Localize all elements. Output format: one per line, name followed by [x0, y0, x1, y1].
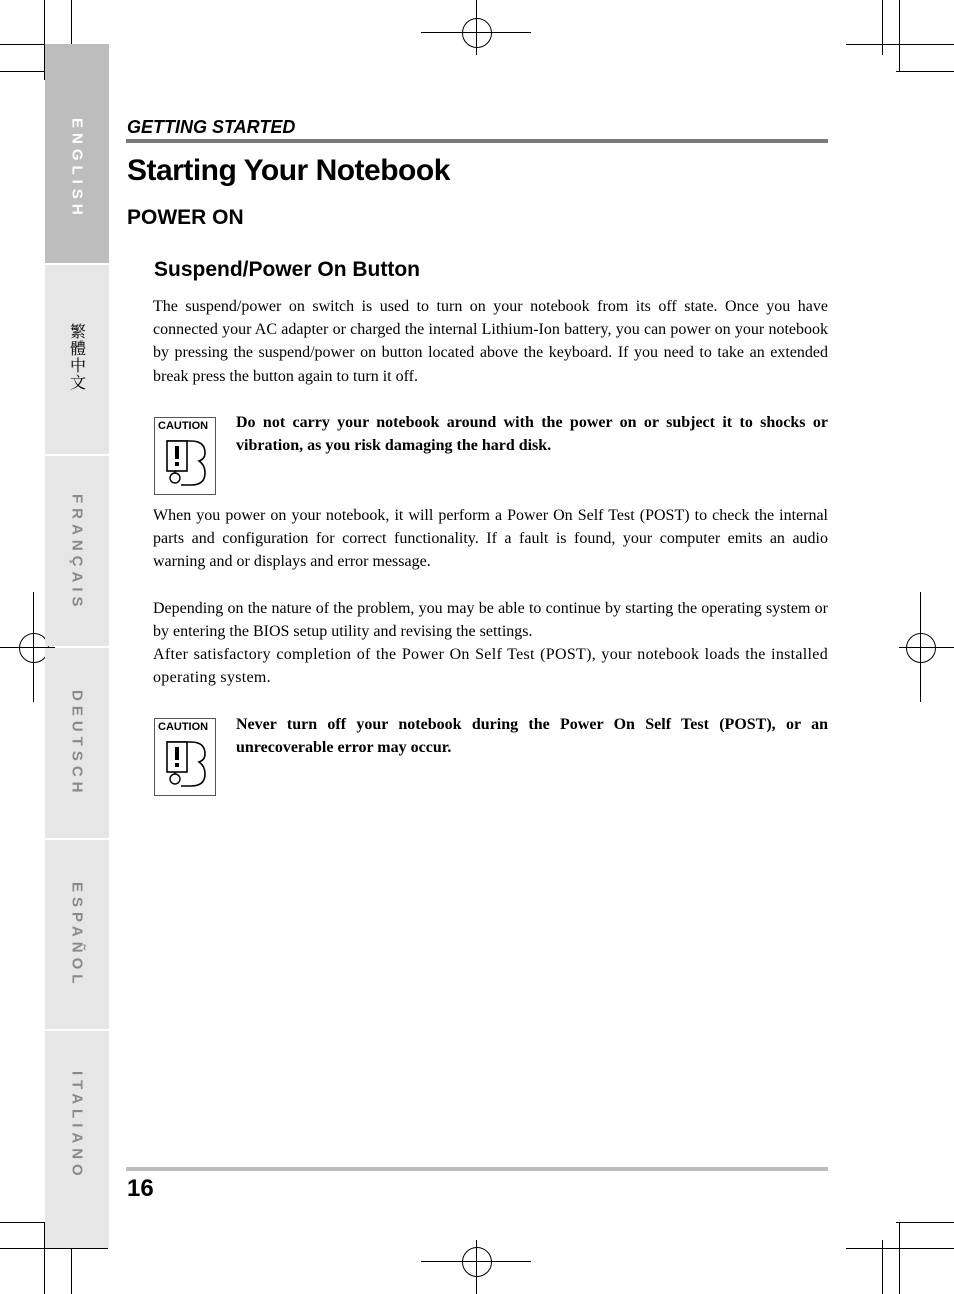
page-number: 16 — [127, 1175, 154, 1202]
tab-italiano[interactable] — [45, 1031, 109, 1248]
running-header: GETTING STARTED — [127, 117, 296, 137]
subsection-title: Suspend/Power On Button — [154, 258, 420, 281]
header-rule — [126, 139, 828, 143]
paragraph-problem: Depending on the nature of the problem, you may be able to continue by starting the operating system or by entering the BIOS setup utility and revising the settings. — [153, 600, 828, 641]
tab-chinese[interactable] — [45, 265, 109, 454]
footer-rule — [126, 1167, 828, 1171]
caution-hand-icon — [161, 433, 211, 491]
caution-text: Never turn off your notebook during the Power On Self Test (POST), or an unrecoverable error may occur. — [236, 716, 828, 757]
tab-francais-label: FRANÇAIS — [68, 494, 86, 612]
tab-espanol[interactable] — [45, 840, 109, 1029]
tab-italiano-label: ITALIANO — [68, 1071, 86, 1181]
page-title: Starting Your Notebook — [127, 154, 450, 187]
paragraph-suspend-intro: The suspend/power on switch is used to turn on your notebook from its off state. Once you have connected your AC adapter or charged the internal Lithium-Ion battery, you can power on your notebook by pressing the suspend/power on button located above the keyboard. If you need to take an extended break press the button again to turn it off. — [153, 298, 828, 385]
tab-francais[interactable] — [45, 456, 109, 646]
tab-english[interactable] — [45, 44, 109, 263]
caution-label: CAUTION — [158, 721, 209, 733]
caution-text: Do not carry your notebook around with the power on or subject it to shocks or vibration, as you risk damaging the hard disk. — [236, 414, 828, 455]
paragraph-completion: After satisfactory completion of the Power On Self Test (POST), your notebook loads the installed operating system. — [153, 646, 828, 687]
tab-chinese-label: 繁體中文 — [67, 323, 87, 391]
caution-box — [154, 417, 216, 495]
tab-english-label: ENGLISH — [68, 118, 86, 220]
tab-espanol-label: ESPAÑOL — [68, 882, 86, 989]
paragraph-post: When you power on your notebook, it will perform a Power On Self Test (POST) to check the internal parts and configuration for correct functionality. If a fault is found, your computer emits an audio warning and or displays and error message. — [153, 507, 828, 571]
tab-deutsch[interactable] — [45, 648, 109, 838]
tab-deutsch-label: DEUTSCH — [68, 690, 86, 798]
section-title: POWER ON — [127, 206, 244, 229]
caution-box — [154, 718, 216, 796]
caution-hand-icon — [161, 734, 211, 792]
caution-label: CAUTION — [158, 420, 209, 432]
